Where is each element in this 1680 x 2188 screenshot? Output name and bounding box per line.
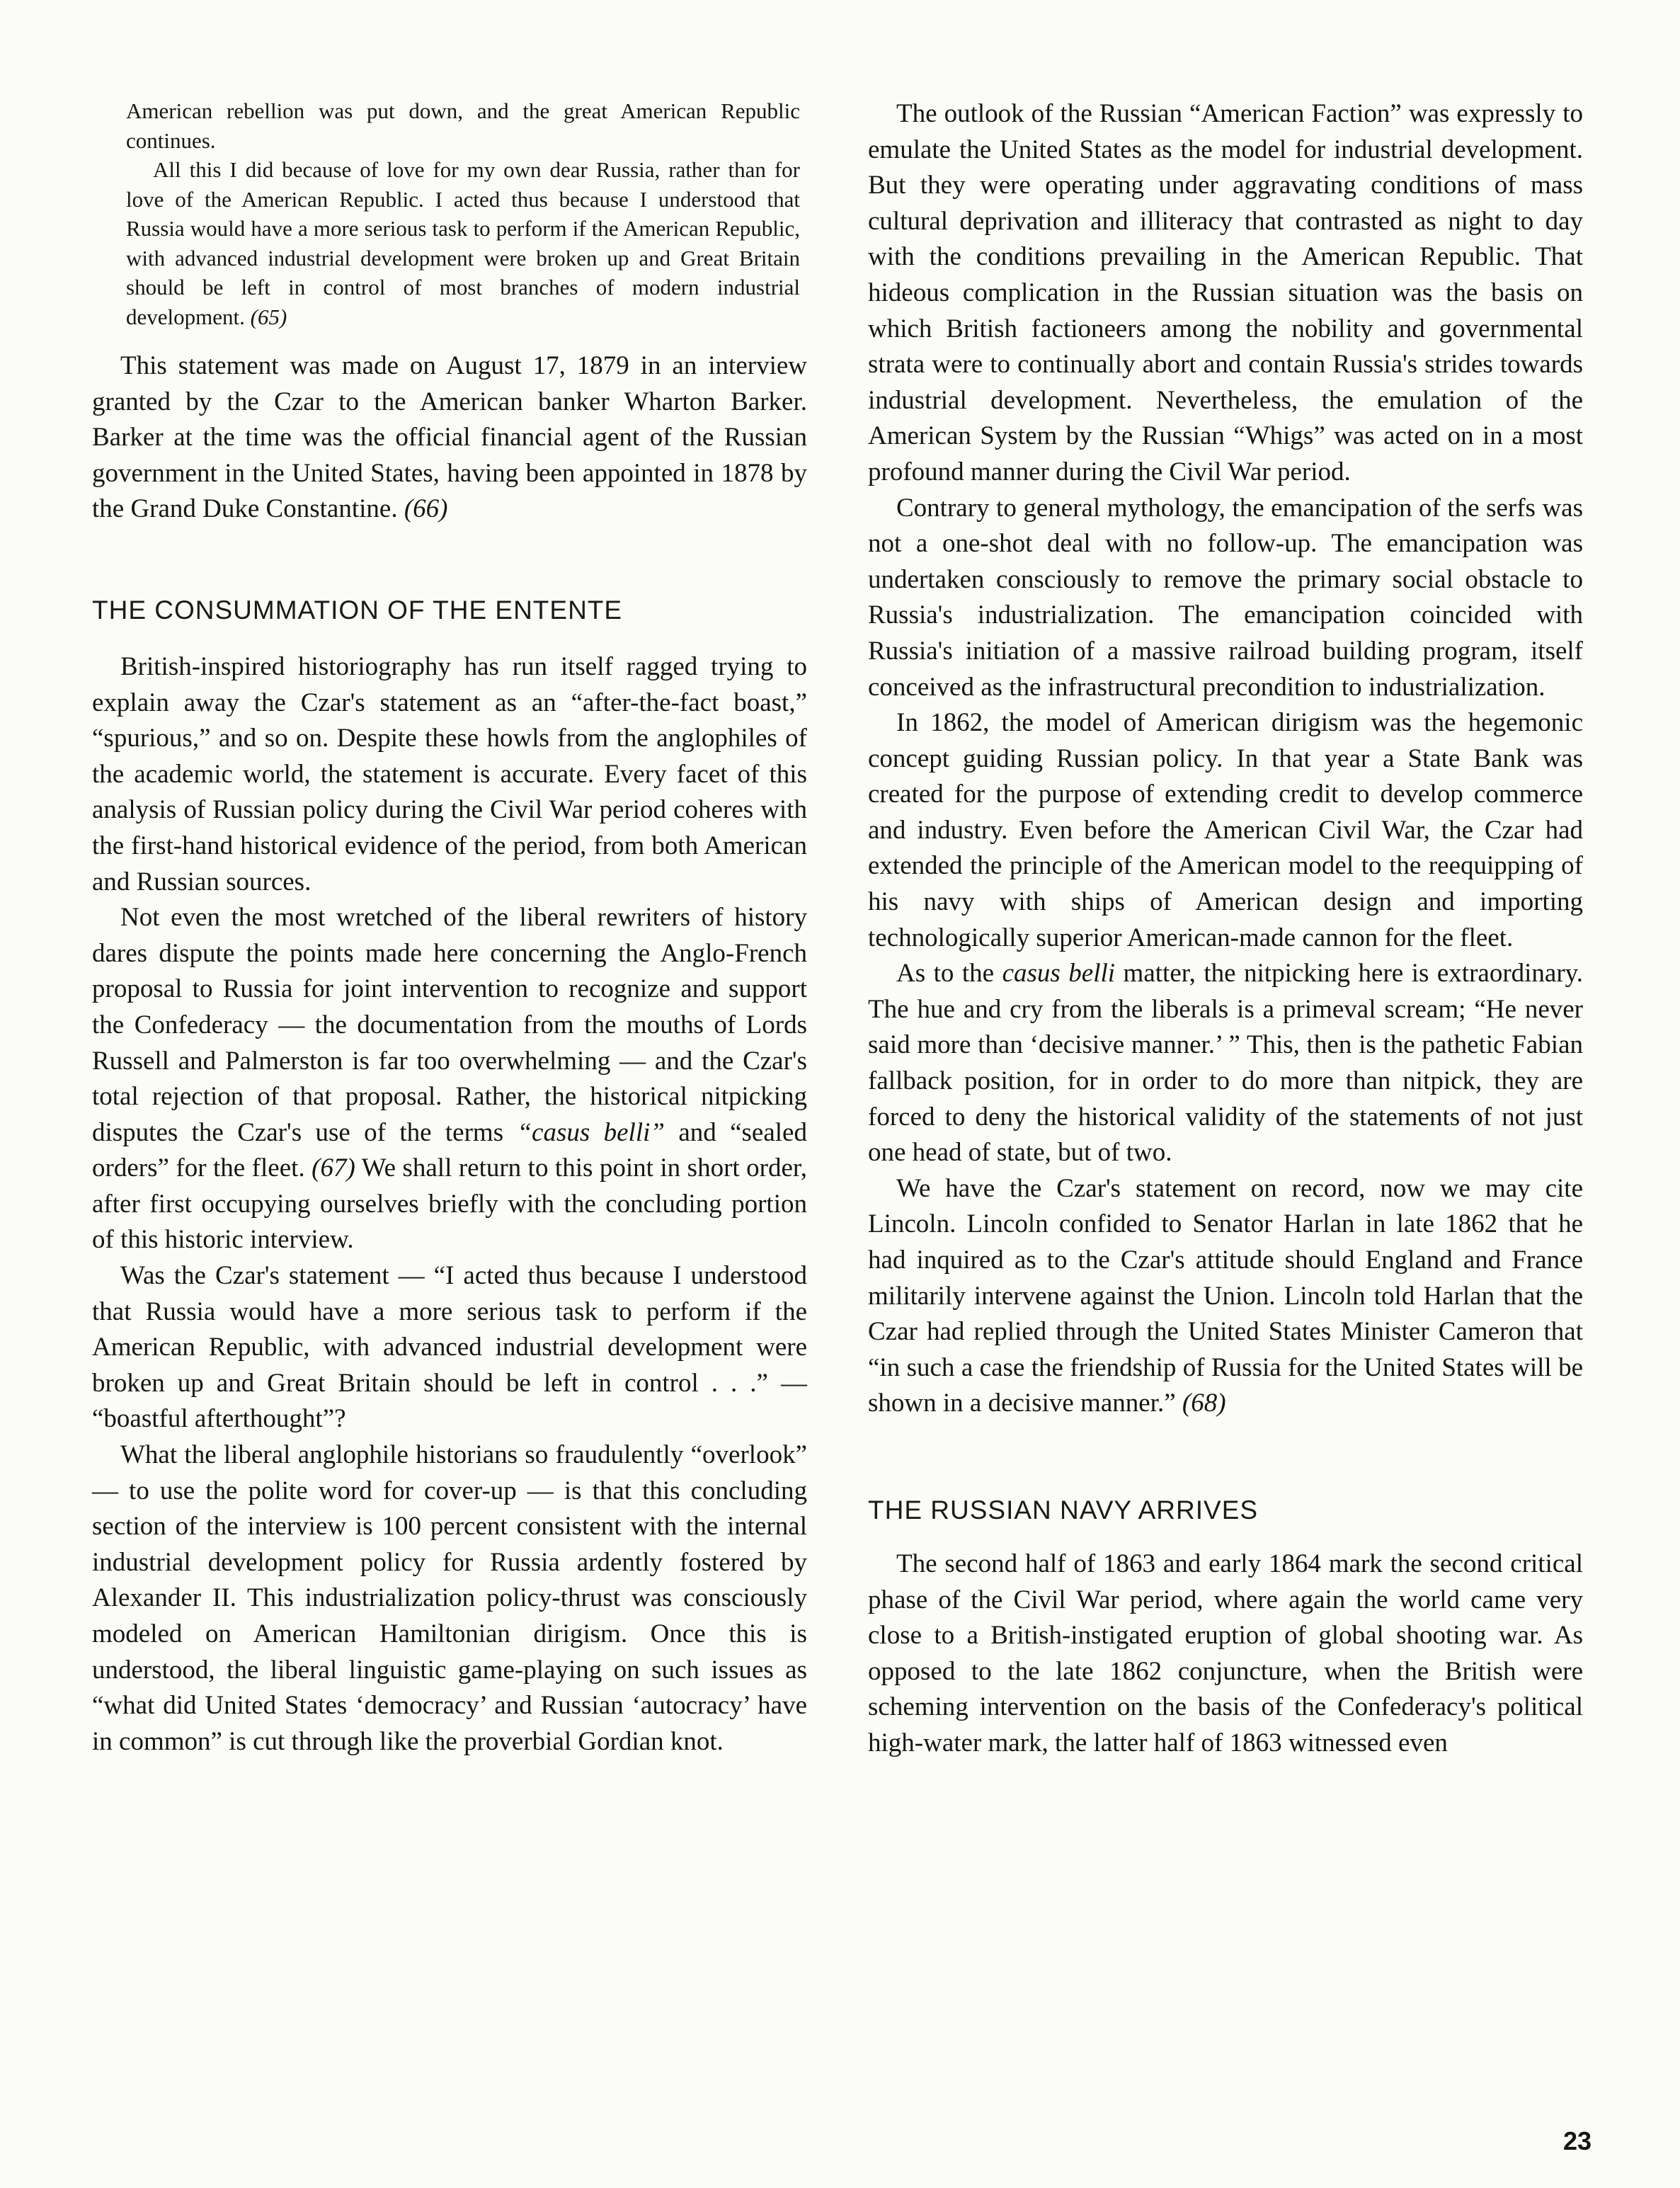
- body-paragraph: [868, 1171, 1583, 1422]
- body-paragraph: [92, 1437, 807, 1760]
- body-paragraph: [868, 491, 1583, 706]
- quote-text: American rebellion was put down, and the great American Republic continues.: [126, 98, 800, 153]
- body-paragraph: [92, 900, 807, 1258]
- footnote-ref: (68): [1182, 1389, 1226, 1418]
- paragraph-text: Was the Czar's statement — “I acted thus because I understood that Russia would have a more serious task to perform if the American Republic, with advanced industrial development were broken up and Great Britain should be left in control . . .” — “boastful afterthought”?: [92, 1261, 807, 1434]
- body-paragraph: [868, 1546, 1583, 1762]
- paragraph-text: The second half of 1863 and early 1864 mark the second critical phase of the Civil War period, where again the world came very close to a British-instigated eruption of global shooting war. As opposed to the late 1862 conjuncture, when the British were scheming intervention on the basis of the Confederacy's political high-water mark, the latter half of 1863 witnessed even: [868, 1549, 1583, 1757]
- italic-term: casus belli: [1002, 959, 1116, 988]
- body-paragraph: [868, 705, 1583, 956]
- paragraph-text: We shall return to this point in short order, after first occupying ourselves briefly with the concluding portion of this historic interview.: [92, 1153, 807, 1255]
- paragraph-text: As to the: [896, 959, 1002, 988]
- footnote-ref: (65): [250, 304, 287, 329]
- body-paragraph: [92, 348, 807, 528]
- paragraph-text: British-inspired historiography has run itself ragged trying to explain away the Czar's statement as an “after-the-fact boast,” “spurious,” and so on. Despite these howls from the anglophiles of the academic world, the statement is accurate. Every facet of this analysis of Russian policy during the Civil War period coheres with the first-hand historical evidence of the period, from both American and Russian sources.: [92, 651, 807, 896]
- left-column: [92, 96, 807, 1760]
- paragraph-text: In 1862, the model of American dirigism was the hegemonic concept guiding Russian policy. In that year a State Bank was created for the purpose of extending credit to develop commerce and industry. Even before the American Civil War, the Czar had extended the principle of the American model to the reequipping of his navy with ships of American design and importing technologically superior American-made cannon for the fleet.: [868, 708, 1583, 952]
- footnote-ref: (67): [312, 1153, 355, 1183]
- quote-text: All this I did because of love for my own dear Russia, rather than for love of the American Republic. I acted thus because I understood that Russia would have a more serious task to perform if the American Republic, with advanced industrial development were broken up and Great Britain should be left in control of most branches of modern industrial development.: [126, 157, 800, 329]
- section-heading: THE RUSSIAN NAVY ARRIVES: [868, 1495, 1259, 1525]
- paragraph-text: The outlook of the Russian “American Faction” was expressly to emulate the United States as the model for industrial development. But they were operating under aggravating conditions of mass cultural deprivation and illiteracy that contrasted as night to day with the conditions prevailing in the American Republic. That hideous complication in the Russian situation was the basis on which British factioneers among the nobility and governmental strata were to continually abort and contain Russia's strides towards industrial development. Nevertheless, the emulation of the American System by the Russian “Whigs” was acted on in a most profound manner during the Civil War period.: [868, 99, 1583, 486]
- body-paragraph: [92, 1258, 807, 1437]
- italic-term: “casus belli”: [517, 1117, 665, 1147]
- block-quote: [92, 96, 807, 331]
- paragraph-text: and “sealed orders” for the fleet.: [92, 1117, 807, 1183]
- paragraph-text: Not even the most wretched of the liberal rewriters of history dares dispute the points made here concerning the Anglo-French proposal to Russia for joint intervention to recognize and support the Confederacy — the documentation from the mouths of Lords Russell and Palmerston is far too overwhelming — and the Czar's total rejection of that proposal. Rather, the historical nitpicking disputes the Czar's use of the terms: [92, 903, 807, 1147]
- paragraph-text: matter, the nitpicking here is extraordinary. The hue and cry from the liberals is a primeval scream; “He never said more than ‘decisive manner.’ ” This, then is the pathetic Fabian fallback position, for in order to do more than nitpick, they are forced to deny the historical validity of the statements of not just one head of state, but of two.: [868, 959, 1584, 1168]
- page-number: 23: [1562, 2126, 1592, 2155]
- paragraph-text: What the liberal anglophile historians so fraudulently “overlook” — to use the polite word for cover-up — is that this concluding section of the interview is 100 percent consistent with the internal industrial development policy for Russia ardently fostered by Alexander II. This industrialization policy-thrust was consciously modeled on American Hamiltonian dirigism. Once this is understood, the liberal linguistic game-playing on such issues as “what did United States ‘democracy’ and Russian ‘autocracy’ have in common” is cut through like the proverbial Gordian knot.: [92, 1440, 807, 1756]
- body-paragraph: [92, 649, 807, 900]
- quote-paragraph: [126, 96, 800, 155]
- section-heading: THE CONSUMMATION OF THE ENTENTE: [92, 595, 623, 625]
- right-column: [868, 96, 1583, 1762]
- body-paragraph: [868, 96, 1583, 491]
- paragraph-text: We have the Czar's statement on record, now we may cite Lincoln. Lincoln confided to Senator Harlan in late 1862 that he had inquired as to the Czar's attitude should England and France militarily intervene against the Union. Lincoln told Harlan that the Czar had replied through the United States Minister Cameron that “in such a case the friendship of Russia for the United States will be shown in a decisive manner.”: [868, 1173, 1583, 1418]
- footnote-ref: (66): [404, 494, 448, 524]
- paragraph-text: This statement was made on August 17, 1879 in an interview granted by the Czar to the American banker Wharton Barker. Barker at the time was the official financial agent of the Russian government in the United States, having been appointed in 1878 by the Grand Duke Constantine.: [92, 351, 807, 524]
- body-paragraph: [868, 956, 1583, 1171]
- paragraph-text: Contrary to general mythology, the emancipation of the serfs was not a one-shot deal with no follow-up. The emancipation was undertaken consciously to remove the primary social obstacle to Russia's industrialization. The emancipation coincided with Russia's initiation of a massive railroad building program, itself conceived as the infrastructural precondition to industrialization.: [868, 493, 1583, 702]
- quote-paragraph: [126, 155, 800, 331]
